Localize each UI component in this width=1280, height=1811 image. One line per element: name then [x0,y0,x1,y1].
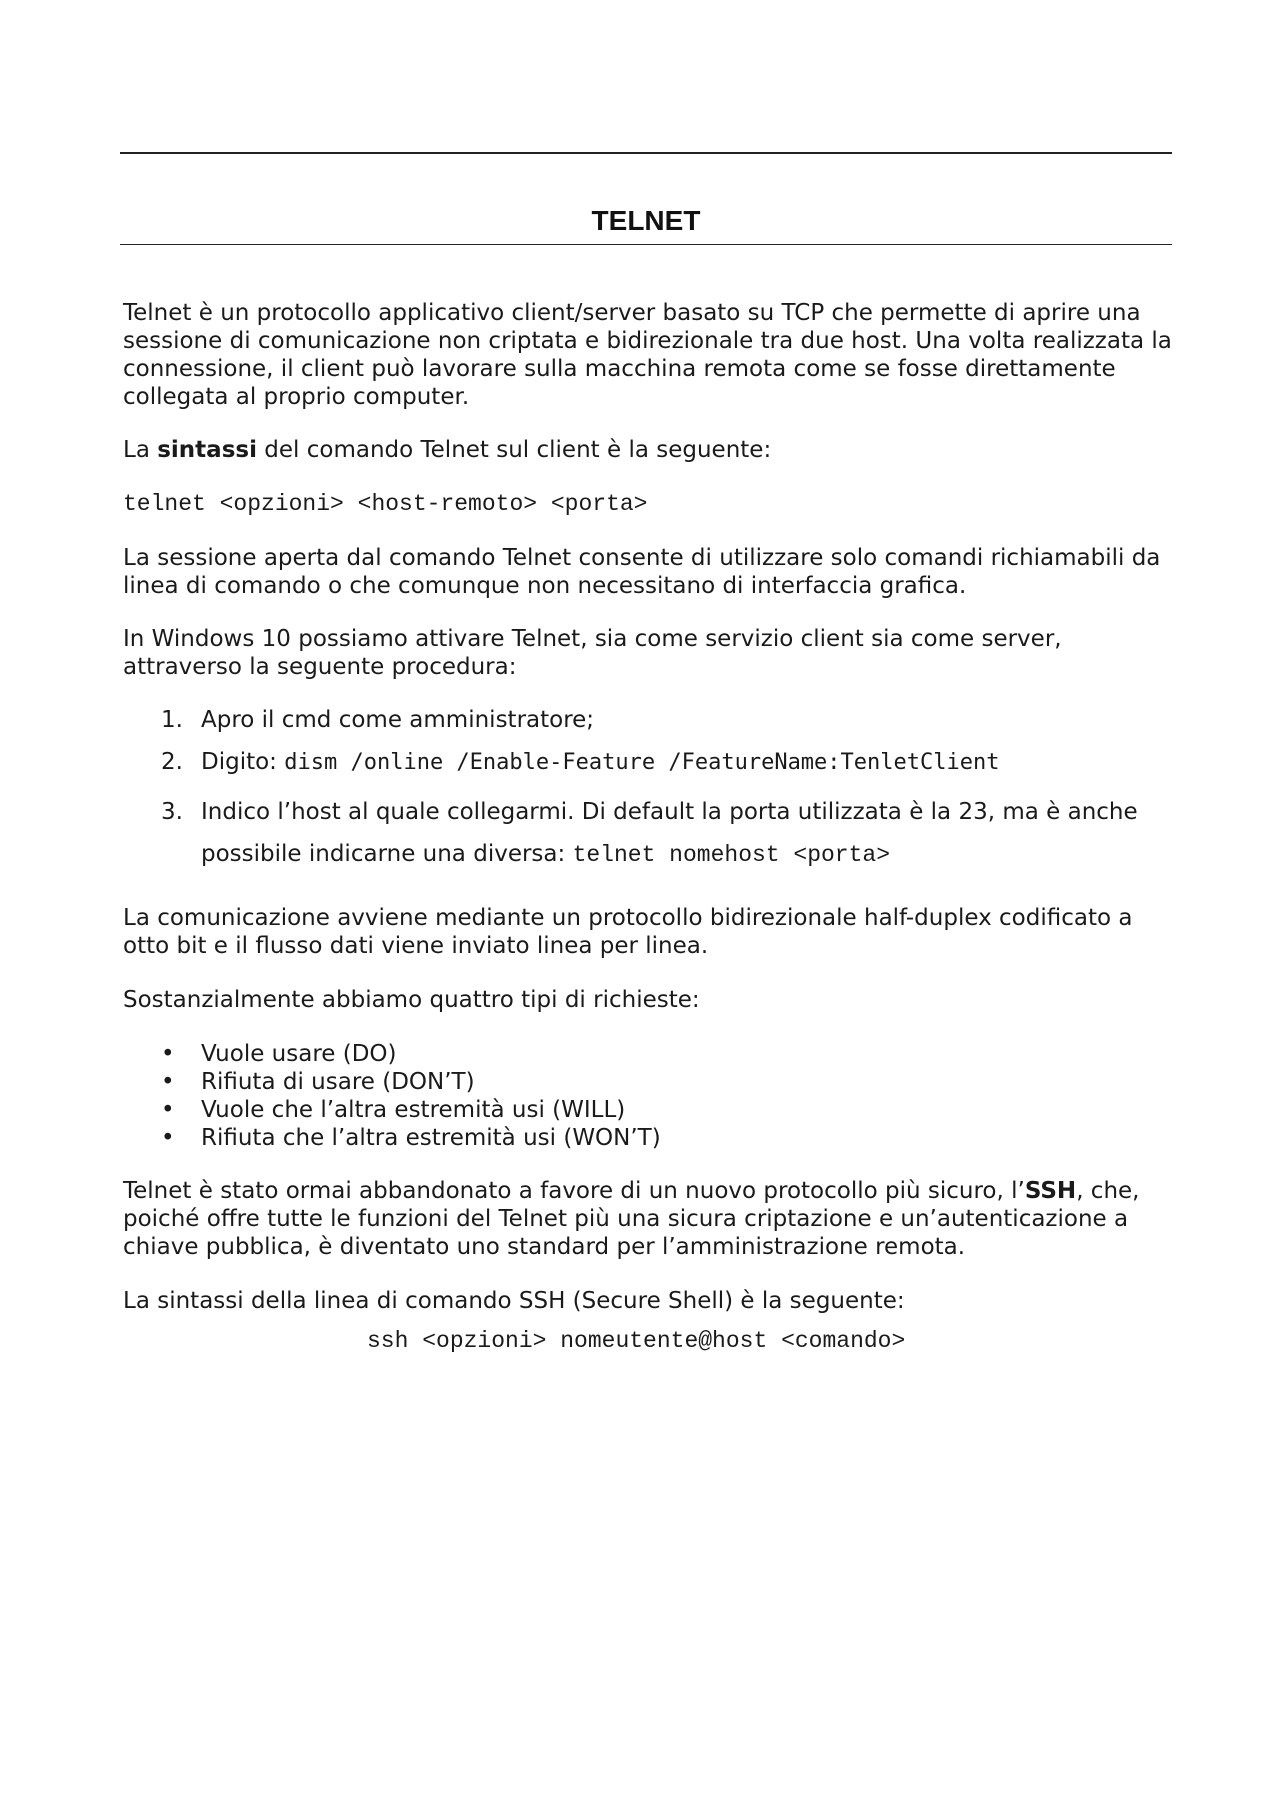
bullet: • [161,1041,175,1067]
list-item [123,1068,1175,1096]
top-rule [120,152,1172,154]
syntax-intro-paragraph [123,436,1175,464]
document-body [123,299,1175,1355]
request-types-list [123,1040,1175,1152]
step-code: telnet nomehost <porta> [572,842,891,868]
step-number: 1. [161,707,183,733]
syntax-intro-post: del comando Telnet sul client è la seguente: [256,437,772,463]
ssh-command: ssh <opzioni> nomeutente@host <comando> [367,1328,906,1354]
procedure-steps [123,706,1175,876]
syntax-intro-pre: La [123,437,158,463]
windows-paragraph: In Windows 10 possiamo attivare Telnet, sia come servizio client sia come server, attraverso la seguente procedura: [123,626,1062,680]
session-paragraph: La sessione aperta dal comando Telnet consente di utilizzare solo comandi richiamabili da linea di comando o che comunque non necessitano di interfaccia grafica. [123,545,1161,599]
title-underline [120,244,1172,245]
ssh-bold: SSH [1024,1178,1077,1204]
procedure-step [123,791,1175,876]
page-title: TELNET [591,205,701,236]
procedure-step [123,748,1175,777]
ssh-paragraph-pre: Telnet è stato ormai abbandonato a favore di un nuovo protocollo più sicuro, l’ [123,1178,1025,1204]
step-number: 3. [161,799,183,825]
list-item [123,1096,1175,1124]
list-item-text: Vuole usare (DO) [201,1041,397,1067]
step-code: dism /online /Enable-Feature /FeatureName:TenletClient [284,750,1000,775]
intro-paragraph: Telnet è un protocollo applicativo client/server basato su TCP che permette di aprire una sessione di comunicazione non criptata e bidirezionale tra due host. Una volta realizzata la connessione, il client può lavorare sulla macchina remota come se fosse direttamente collegata al proprio computer. [123,300,1172,410]
list-item-text: Vuole che l’altra estremità usi (WILL) [201,1097,626,1123]
step-text: Indico l’host al quale collegarmi. Di default la porta utilizzata è la 23, ma è anche possibile indicarne una diversa: [201,799,1138,867]
syntax-intro-bold: sintassi [157,437,257,463]
step-text: Apro il cmd come amministratore; [201,707,595,733]
step-text: Digito: [201,749,285,775]
ssh-paragraph-post: , che, poiché offre tutte le funzioni del Telnet più una sicura criptazione e un’autenticazione a chiave pubblica, è diventato uno standard per l’amministrazione remota. [123,1178,1140,1260]
ssh-syntax-intro: La sintassi della linea di comando SSH (Secure Shell) è la seguente: [123,1288,905,1314]
telnet-command: telnet <opzioni> <host-remoto> <porta> [123,491,648,517]
step-number: 2. [161,749,183,775]
communication-paragraph: La comunicazione avviene mediante un protocollo bidirezionale half-duplex codificato a otto bit e il flusso dati viene inviato linea per linea. [123,905,1133,959]
bullet: • [161,1069,175,1095]
procedure-step [123,706,1175,734]
requests-intro: Sostanzialmente abbiamo quattro tipi di richieste: [123,987,700,1013]
list-item [123,1040,1175,1068]
bullet: • [161,1125,175,1151]
list-item-text: Rifiuta che l’altra estremità usi (WON’T) [201,1125,661,1151]
list-item [123,1124,1175,1152]
ssh-paragraph [123,1177,1175,1261]
bullet: • [161,1097,175,1123]
list-item-text: Rifiuta di usare (DON’T) [201,1069,475,1095]
